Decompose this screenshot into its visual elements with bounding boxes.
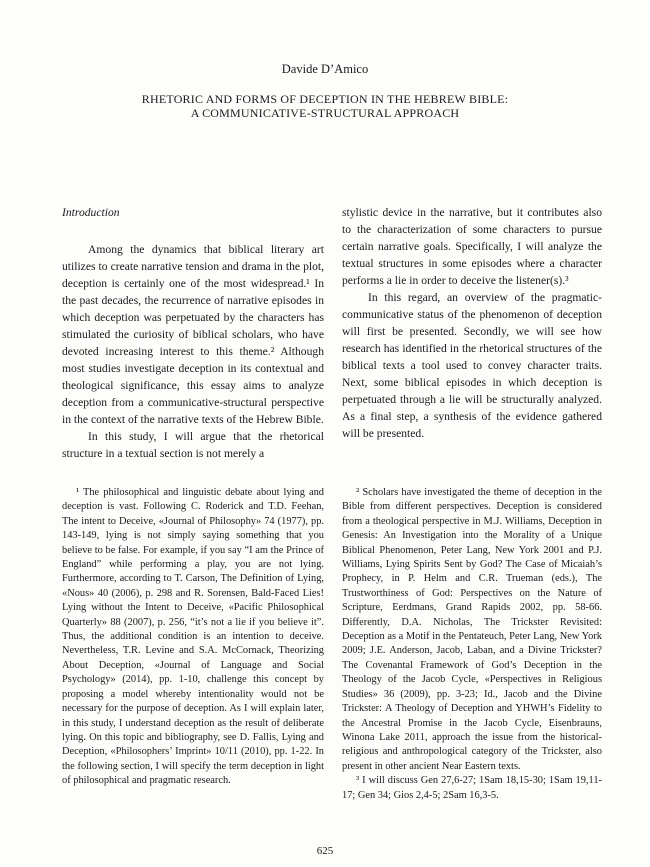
footnote-1: ¹ The philosophical and linguistic debate about lying and deception is vast. Following C. Roderick and T.D. Feehan, The intent to Deceive, «Journal of Philosophy» 74 (1977), pp. 143-149, lying is not simply saying something that you believe to be false. For example, if you say “I am the Prince of England” while performing a play, you are not lying. Furthermore, according to T. Carson, The Definition of Lying, «Nous» 40 (2006), p. 298 and R. Sorensen, Bald-Faced Lies! Lying without the Intent to Deceive, «Pacific Philosophical Quarterly» 88 (2007), p. 256, “it’s not a lie if you believe it”. Thus, the additional condition is an intention to deceive. Nevertheless, T.R. Levine and S.A. McCornack, Theorizing About Deception, «Journal of Language and Social Psychology» (2014), pp. 1-10, challenge this concept by proposing a model whereby intentionality would not be necessary for the purpose of deception. As I will explain later, in this study, I understand deception as the result of deliberate lying. On this topic and bibliography, see D. Fallis, Lying and Deception, «Philosophers’ Imprint» 10/11 (2010), pp. 1-22. In the following section, I will specify the term deception in light of philosophical and pragmatic research.: [62, 487, 324, 787]
article-title: [0, 92, 650, 120]
title-line-2: A COMMUNICATIVE-STRUCTURAL APPROACH: [190, 106, 460, 120]
body-column-right: [342, 204, 602, 442]
body-paragraph: In this study, I will argue that the rhetorical structure in a textual section is not merely a: [62, 430, 324, 460]
footnote-2: ² Scholars have investigated the theme of deception in the Bible from different perspectives. Deception is considered from a theological perspective in M.J. Williams, Deception in Genesis: An Investigation into the Morality of a Unique Biblical Phenomenon, Peter Lang, New York 2001 and P.J. Williams, Lying Spirits Sent by God? The Case of Micaiah’s Prophecy, in P. Helm and C.R. Trueman (eds.), The Trustworthiness of God: Perspectives on the Nature of Scripture, Eerdmans, Grand Rapids 2002, pp. 58-66. Differently, D.A. Nicholas, The Trickster Revisited: Deception as a Motif in the Pentateuch, Peter Lang, New York 2009; J.E. Anderson, Jacob, Laban, and a Divine Trickster? The Covenantal Framework of God’s Deception in the Theology of the Jacob Cycle, «Perspectives in Religious Studies» 36 (2009), pp. 3-23; Id., Jacob and the Divine Trickster: A Theology of Deception and YHWH’s Fidelity to the Ancestral Promise in the Jacob Cycle, Eisenbrauns, Winona Lake 2011, approach the issue from the historical-religious and anthropological category of the Trickster, also present in other ancient Near Eastern texts.: [342, 487, 602, 772]
body-paragraph: Among the dynamics that biblical literary art utilizes to create narrative tension and drama in the plot, deception is certainly one of the most widespread.¹ In the past decades, the recurrence of narrative episodes in which deception was perpetuated by the characters has stimulated the curiosity of biblical scholars, who have devoted increasing interest to this theme.² Although most studies investigate deception in its contextual and theological significance, this essay aims to analyze deception from a communicative-structural perspective in the context of the narrative texts of the Hebrew Bible.: [62, 243, 324, 426]
footnotes-right: [342, 486, 602, 803]
body-column-left: [62, 204, 324, 462]
footnote-3: ³ I will discuss Gen 27,6-27; 1Sam 18,15-30; 1Sam 19,11-17; Gen 34; Gios 2,4-5; 2Sam 16,3-5.: [342, 775, 602, 801]
section-heading: Introduction: [62, 206, 120, 219]
body-paragraph: In this regard, an overview of the pragmatic-communicative status of the phenomenon of deception will first be presented. Secondly, we will see how research has identified in the rhetorical structures of the biblical texts a tool used to convey character traits. Next, some biblical episodes in which deception is perpetuated through a lie will be structurally analyzed. As a final step, a synthesis of the evidence gathered will be presented.: [342, 291, 602, 440]
title-line-1: RHETORIC AND FORMS OF DECEPTION IN THE HEBREW BIBLE:: [141, 92, 509, 106]
page-number: 625: [316, 845, 334, 857]
footnotes-left: [62, 486, 324, 789]
body-paragraph: stylistic device in the narrative, but it contributes also to the characterization of some characters to pursue certain narrative goals. Specifically, I will analyze the textual structures in some episodes where a character performs a lie in order to deceive the listener(s).³: [342, 206, 602, 287]
author-name: Davide D’Amico: [281, 62, 369, 76]
